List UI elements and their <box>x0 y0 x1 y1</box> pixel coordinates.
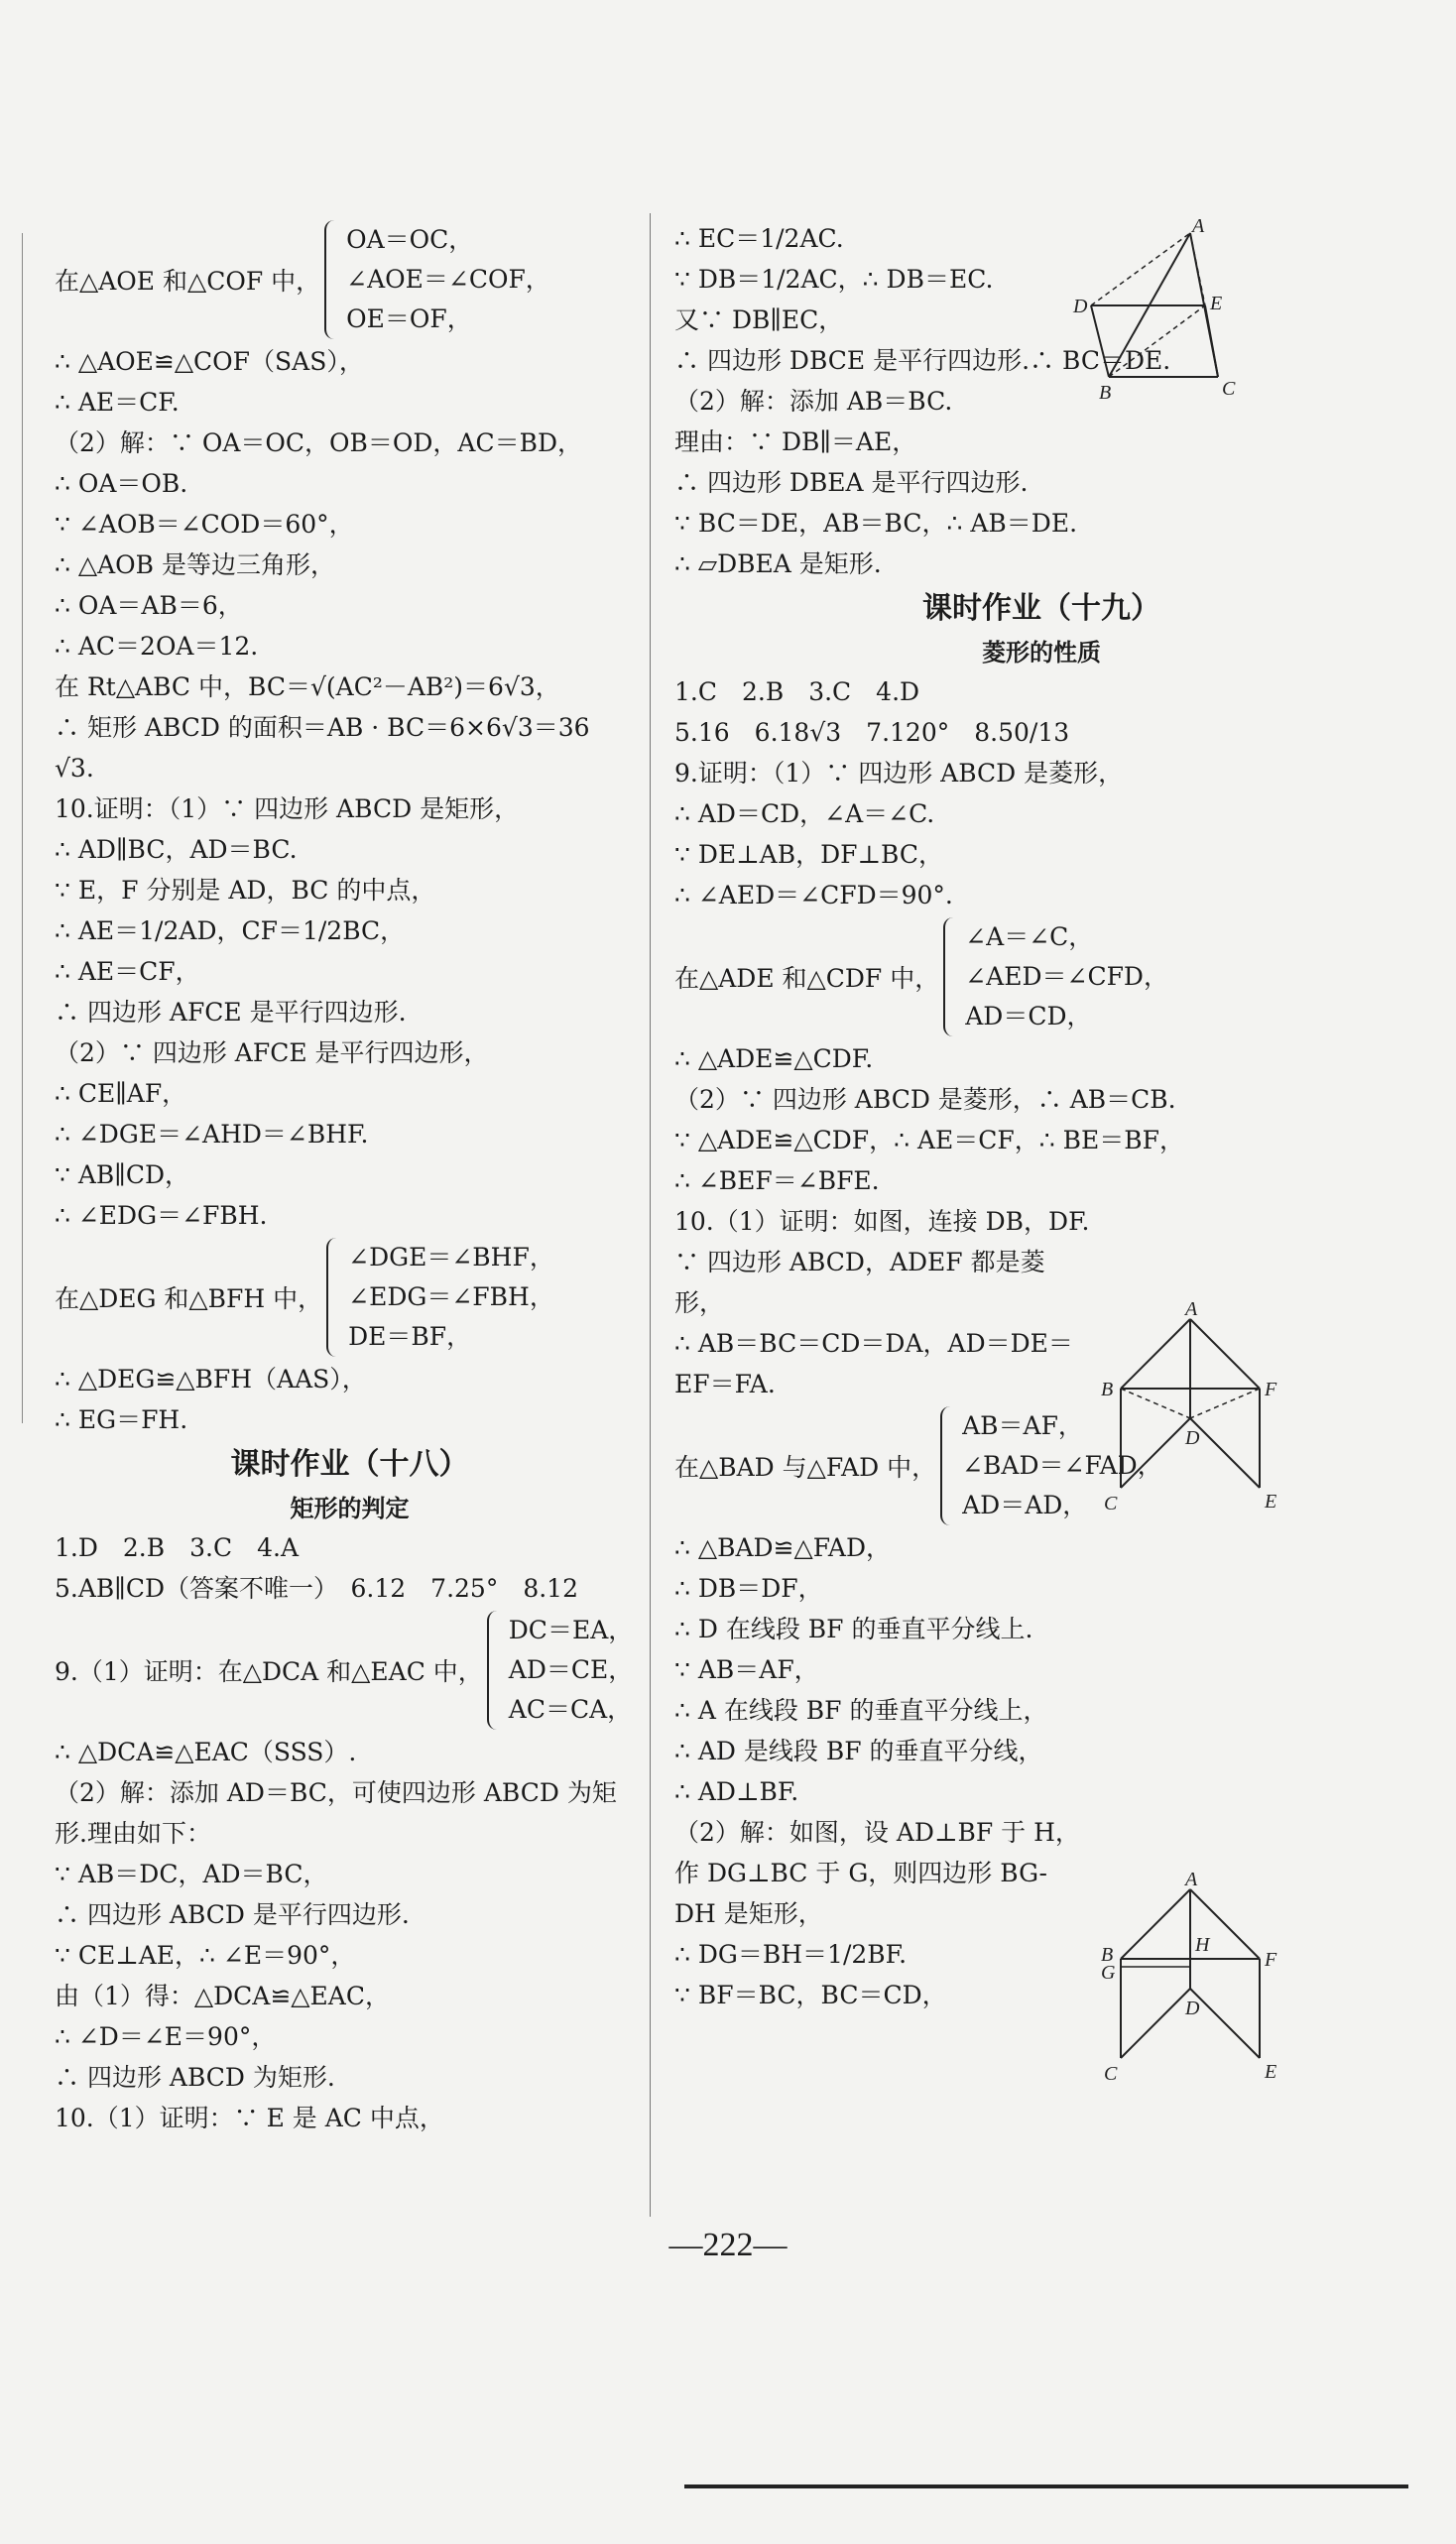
condition-item: AD＝AD， <box>962 1491 1088 1519</box>
text-line: ∴ EG＝FH. <box>55 1405 188 1434</box>
section-heading: 课时作业（十八） <box>230 1447 469 1482</box>
fig1-edge-DB <box>1091 305 1109 377</box>
text-line: 5.16 6.18√3 7.120° 8.50/13 <box>674 718 1070 747</box>
text-line: 理由：∵ DB∥＝AE， <box>674 427 917 456</box>
text-line: ∴ D 在线段 BF 的垂直平分线上. <box>674 1615 1033 1643</box>
text-line: EF＝FA. <box>674 1370 776 1398</box>
fig3-label-B: B <box>1101 1944 1114 1966</box>
condition-item: ∠BAD＝∠FAD， <box>962 1451 1162 1480</box>
condition-items <box>348 1238 554 1357</box>
fig2-label-F: F <box>1265 1379 1277 1400</box>
text-line: 在 Rt△ABC 中，BC＝√(AC²－AB²)＝6√3， <box>55 672 560 701</box>
text-line: ∴ 四边形 DBEA 是平行四边形. <box>674 468 1029 497</box>
condition-item: AD＝CD， <box>965 1002 1092 1030</box>
text-line: ∴ 四边形 DBCE 是平行四边形.∴ BC＝DE. <box>674 346 1171 375</box>
text-line: ∵ DE⊥AB，DF⊥BC， <box>674 840 943 869</box>
fig2-edge-AF <box>1190 1319 1260 1389</box>
text-line: ∴ AD∥BC，AD＝BC. <box>55 835 298 864</box>
fig1-label-E: E <box>1210 293 1223 314</box>
text-line: ∴ AE＝CF， <box>55 957 200 986</box>
condition-group <box>55 220 645 339</box>
fig1-label-A: A <box>1192 218 1205 237</box>
fig3-label-F: F <box>1265 1949 1277 1971</box>
condition-item: ∠AED＝∠CFD， <box>965 962 1168 991</box>
text-line: ∵ AB＝DC，AD＝BC， <box>55 1860 328 1888</box>
right-column <box>674 218 1408 2015</box>
condition-lead: 在△BAD 与△FAD 中， <box>674 1453 937 1482</box>
text-line: （2）∵ 四边形 AFCE 是平行四边形， <box>55 1038 489 1067</box>
text-line: 5.AB∥CD（答案不唯一） 6.12 7.25° 8.12 <box>55 1574 578 1603</box>
fig2-label-C: C <box>1104 1493 1118 1514</box>
condition-item: ∠A＝∠C， <box>965 922 1094 951</box>
condition-group <box>674 1406 1408 1525</box>
page-number: —222— <box>668 2227 788 2263</box>
text-line: ∵ DB＝1/2AC，∴ DB＝EC. <box>674 265 994 294</box>
condition-item: AD＝CE， <box>508 1655 634 1684</box>
brace-symbol <box>487 1611 503 1730</box>
condition-lead: 在△ADE 和△CDF 中， <box>674 964 940 993</box>
text-line: ∴ OA＝OB. <box>55 469 188 498</box>
column-divider <box>650 213 651 2217</box>
left-margin-rule <box>22 233 23 1423</box>
text-line: 10.证明：（1）∵ 四边形 ABCD 是矩形， <box>55 794 520 823</box>
text-line: ∵ BC＝DE，AB＝BC，∴ AB＝DE. <box>674 509 1078 538</box>
fig3-label-G: G <box>1101 1962 1116 1984</box>
fig2-dash-FD <box>1190 1389 1260 1418</box>
text-line: （2）∵ 四边形 ABCD 是菱形，∴ AB＝CB. <box>674 1085 1176 1114</box>
condition-items <box>346 220 550 339</box>
text-line: ∴ 四边形 ABCD 是平行四边形. <box>55 1900 410 1929</box>
text-line: ∴ ∠EDG＝∠FBH. <box>55 1201 268 1230</box>
fig2-label-E: E <box>1265 1491 1277 1513</box>
fig3-label-D: D <box>1185 1998 1200 2019</box>
text-line: ∴ AE＝1/2AD，CF＝1/2BC， <box>55 916 406 945</box>
text-line: ∴ A 在线段 BF 的垂直平分线上， <box>674 1696 1048 1725</box>
text-line: ∴ EC＝1/2AC. <box>674 224 844 253</box>
fig3-edge-ED <box>1190 1989 1260 2058</box>
condition-item: DE＝BF， <box>348 1322 472 1351</box>
text-line: 10.（1）证明：如图，连接 DB，DF. <box>674 1207 1090 1236</box>
text-line: （2）解：添加 AB＝BC. <box>674 387 953 416</box>
text-line: ∴ DB＝DF， <box>674 1574 823 1603</box>
fig1-label-B: B <box>1099 382 1112 404</box>
section-subheading: 菱形的性质 <box>982 639 1101 666</box>
condition-group <box>674 917 1408 1036</box>
fig2-edge-AB <box>1121 1319 1190 1389</box>
text-line: 形.理由如下： <box>55 1819 211 1848</box>
condition-group <box>55 1611 645 1730</box>
fig3-edge-CD <box>1121 1989 1190 2058</box>
text-line: 形， <box>674 1288 725 1317</box>
text-line: ∴ ∠D＝∠E＝90°， <box>55 2022 277 2051</box>
text-line: ∴ ∠BEF＝∠BFE. <box>674 1166 880 1195</box>
text-line: ∴ ▱DBEA 是矩形. <box>674 549 882 578</box>
text-line: 作 DG⊥BC 于 G，则四边形 BG- <box>674 1859 1047 1887</box>
text-line: ∴ 四边形 ABCD 为矩形. <box>55 2063 335 2092</box>
text-line: ∴ △DCA≌△EAC（SSS）. <box>55 1738 357 1766</box>
fig3-edge-AB <box>1121 1889 1190 1959</box>
text-line: ∴ △AOE≌△COF（SAS）， <box>55 347 364 376</box>
text-line: ∵ AB＝AF， <box>674 1655 819 1684</box>
brace-symbol <box>940 1406 956 1525</box>
text-line: ∴ ∠AED＝∠CFD＝90°. <box>674 881 953 909</box>
fig1-label-D: D <box>1073 296 1088 317</box>
text-line: ∵ △ADE≌△CDF，∴ AE＝CF，∴ BE＝BF， <box>674 1126 1184 1154</box>
fig1-dash-AE <box>1190 233 1205 305</box>
text-line: （2）解：添加 AD＝BC，可使四边形 ABCD 为矩 <box>55 1778 617 1807</box>
text-line: ∴ AD 是线段 BF 的垂直平分线， <box>674 1737 1043 1765</box>
text-line: ∴ △BAD≌△FAD， <box>674 1533 891 1562</box>
condition-item: OE＝OF， <box>346 304 472 333</box>
text-line: ∴ 四边形 AFCE 是平行四边形. <box>55 998 407 1027</box>
text-line: ∴ ∠DGE＝∠AHD＝∠BHF. <box>55 1120 369 1149</box>
text-line: ∵ AB∥CD， <box>55 1160 189 1189</box>
text-line: 1.D 2.B 3.C 4.A <box>55 1533 300 1562</box>
condition-item: ∠AOE＝∠COF， <box>346 265 550 294</box>
text-line: ∴ △AOB 是等边三角形， <box>55 550 335 579</box>
text-line: 1.C 2.B 3.C 4.D <box>674 677 920 706</box>
condition-group <box>55 1238 645 1357</box>
text-line: ∴ AE＝CF. <box>55 388 180 417</box>
fig3-label-H: H <box>1195 1934 1210 1956</box>
fig1-dash-BE <box>1109 305 1205 377</box>
condition-lead: 9.（1）证明：在△DCA 和△EAC 中， <box>55 1657 483 1686</box>
text-line: ∵ ∠AOB＝∠COD＝60°， <box>55 510 354 539</box>
section-subheading: 矩形的判定 <box>290 1495 410 1522</box>
text-line: ∴ △DEG≌△BFH（AAS）， <box>55 1365 367 1393</box>
text-line: ∴ AD＝CD，∠A＝∠C. <box>674 799 935 828</box>
text-line: ∴ AC＝2OA＝12. <box>55 632 259 661</box>
fig2-label-B: B <box>1101 1379 1114 1400</box>
text-line: ∴ AD⊥BF. <box>674 1777 799 1806</box>
condition-item: OA＝OC， <box>346 225 474 254</box>
text-line: ∵ 四边形 ABCD，ADEF 都是菱 <box>674 1248 1045 1276</box>
left-column <box>55 218 645 2138</box>
bottom-rule <box>684 2484 1408 2488</box>
condition-lead: 在△AOE 和△COF 中， <box>55 267 321 296</box>
text-line: ∵ E，F 分别是 AD，BC 的中点， <box>55 876 436 905</box>
fig2-edge-ED <box>1190 1418 1260 1488</box>
text-line: ∴ CE∥AF， <box>55 1079 187 1108</box>
text-line: （2）解：如图，设 AD⊥BF 于 H， <box>674 1818 1080 1847</box>
text-line: ∴ 矩形 ABCD 的面积＝AB · BC＝6×6√3＝36 <box>55 713 590 742</box>
condition-items <box>509 1611 633 1730</box>
text-line: 9.证明：（1）∵ 四边形 ABCD 是菱形， <box>674 759 1124 787</box>
fig1-dash-DA <box>1091 233 1190 305</box>
condition-item: AB＝AF， <box>962 1411 1083 1440</box>
text-line: （2）解：∵ OA＝OC，OB＝OD，AC＝BD， <box>55 428 583 457</box>
text-line: 10.（1）证明：∵ E 是 AC 中点， <box>55 2104 444 2132</box>
text-line: ∵ BF＝BC，BC＝CD， <box>674 1981 947 2009</box>
fig3-label-E: E <box>1265 2061 1277 2083</box>
fig3-label-C: C <box>1104 2063 1118 2085</box>
text-line: ∴ DG＝BH＝1/2BF. <box>674 1940 908 1969</box>
condition-item: DC＝EA， <box>508 1616 634 1644</box>
text-line: 由（1）得：△DCA≌△EAC， <box>55 1982 390 2010</box>
brace-symbol <box>943 917 959 1036</box>
section-heading: 课时作业（十九） <box>922 591 1160 626</box>
fig2-dash-BD <box>1121 1389 1190 1418</box>
figure-rhombi-with-rectangle <box>1096 1870 1294 2118</box>
condition-item: ∠DGE＝∠BHF， <box>348 1243 554 1272</box>
condition-item: AC＝CA， <box>508 1695 633 1724</box>
text-line: ∵ CE⊥AE，∴ ∠E＝90°， <box>55 1941 356 1970</box>
text-line: ∴ △ADE≌△CDF. <box>674 1044 874 1073</box>
fig2-label-A: A <box>1185 1299 1198 1320</box>
figure-two-rhombi <box>1096 1299 1294 1547</box>
fig2-label-D: D <box>1185 1427 1200 1449</box>
figure-parallelogram <box>1071 218 1250 417</box>
brace-symbol <box>324 220 340 339</box>
brace-symbol <box>326 1238 342 1357</box>
text-line: ∴ AB＝BC＝CD＝DA，AD＝DE＝ <box>674 1329 1073 1358</box>
text-line: √3. <box>55 754 94 783</box>
fig3-label-A: A <box>1185 1870 1198 1890</box>
fig1-label-C: C <box>1222 378 1236 400</box>
text-line: ∴ OA＝AB＝6， <box>55 591 243 620</box>
fig2-edge-CD <box>1121 1418 1190 1488</box>
condition-items <box>965 917 1168 1036</box>
text-line: DH 是矩形， <box>674 1899 823 1928</box>
text-line: 又∵ DB∥EC， <box>674 305 844 334</box>
condition-lead: 在△DEG 和△BFH 中， <box>55 1284 323 1313</box>
condition-item: ∠EDG＝∠FBH， <box>348 1282 554 1311</box>
